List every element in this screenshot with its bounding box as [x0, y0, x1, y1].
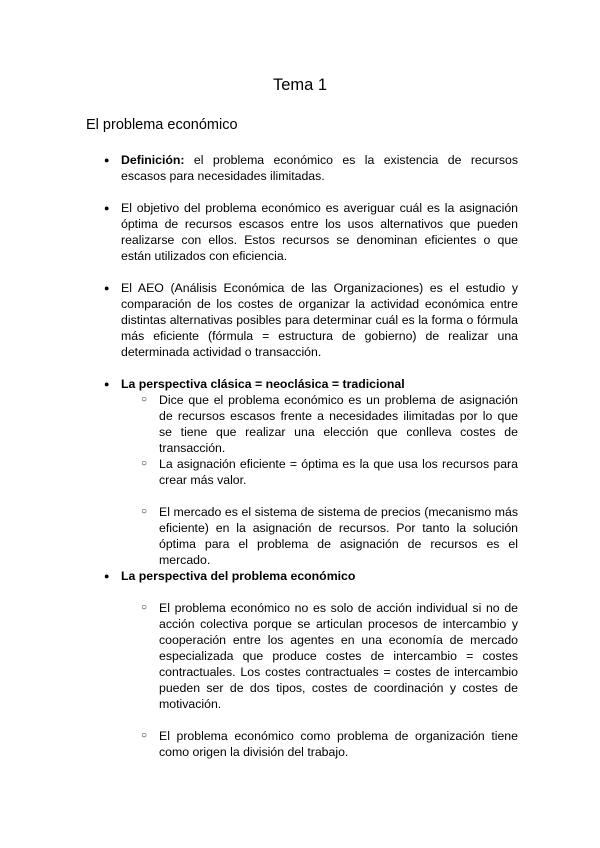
section-heading: El problema económico [86, 117, 238, 133]
definition-text: el problema económico es la existencia de recursos escasos para necesidades ilimitadas. [121, 153, 518, 183]
sub-item: El problema económico como problema de organización tiene como origen la división del trabajo. [159, 729, 518, 759]
bullet-icon: ● [104, 379, 110, 389]
sub-item: El mercado es el sistema de sistema de precios (mecanismo más eficiente) en la asignación de recursos. Por tanto la solución óptima para el problema de asignación de recursos es el mercado. [159, 505, 518, 567]
sub-bullet-icon: ○ [141, 602, 148, 613]
sub-item: Dice que el problema económico es un problema de asignación de recursos escasos frente a necesidades ilimitadas por lo que se tiene que realizar una elección que conlleva costes de transacción. [159, 393, 518, 455]
list-item-aeo: El AEO (Análisis Económica de las Organizaciones) es el estudio y comparación de los costes de organizar la actividad económica entre distintas alternativas posibles para determinar cuál es la forma o fórmula más eficiente (fórmula = estructura de gobierno) de realizar una determinada actividad o transacción. [121, 281, 518, 359]
sub-bullet-icon: ○ [141, 458, 148, 469]
bullet-icon: ● [104, 203, 110, 213]
list-item-objetivo: El objetivo del problema económico es averiguar cuál es la asignación óptima de recursos escasos entre los usos alternativos que pueden realizarse con ellos. Estos recursos se denominan eficientes o que están utilizados con eficiencia. [121, 201, 518, 263]
list-item-definicion [121, 152, 518, 184]
bullet-icon: ● [104, 283, 110, 293]
sub-item: El problema económico no es solo de acción individual si no de acción colectiva porque se articulan procesos de intercambio y cooperación entre los agentes en una economía de mercado especializada que produce costes de intercambio = costes contractuales. Los costes contractuales = costes de intercambio pueden ser de dos tipos, costes de coordinación y costes de motivación. [159, 601, 518, 711]
sub-bullet-icon: ○ [141, 506, 148, 517]
bullet-icon: ● [104, 571, 110, 581]
bullet-icon: ● [104, 155, 110, 165]
term-label: Definición: [121, 153, 185, 167]
sub-item: La asignación eficiente = óptima es la que usa los recursos para crear más valor. [159, 457, 518, 487]
page-title: Tema 1 [272, 76, 328, 94]
section-title-clasica: La perspectiva clásica = neoclásica = tradicional [121, 377, 405, 391]
sub-bullet-icon: ○ [141, 730, 148, 741]
section-title-problema: La perspectiva del problema económico [121, 569, 356, 583]
sub-bullet-icon: ○ [141, 394, 148, 405]
